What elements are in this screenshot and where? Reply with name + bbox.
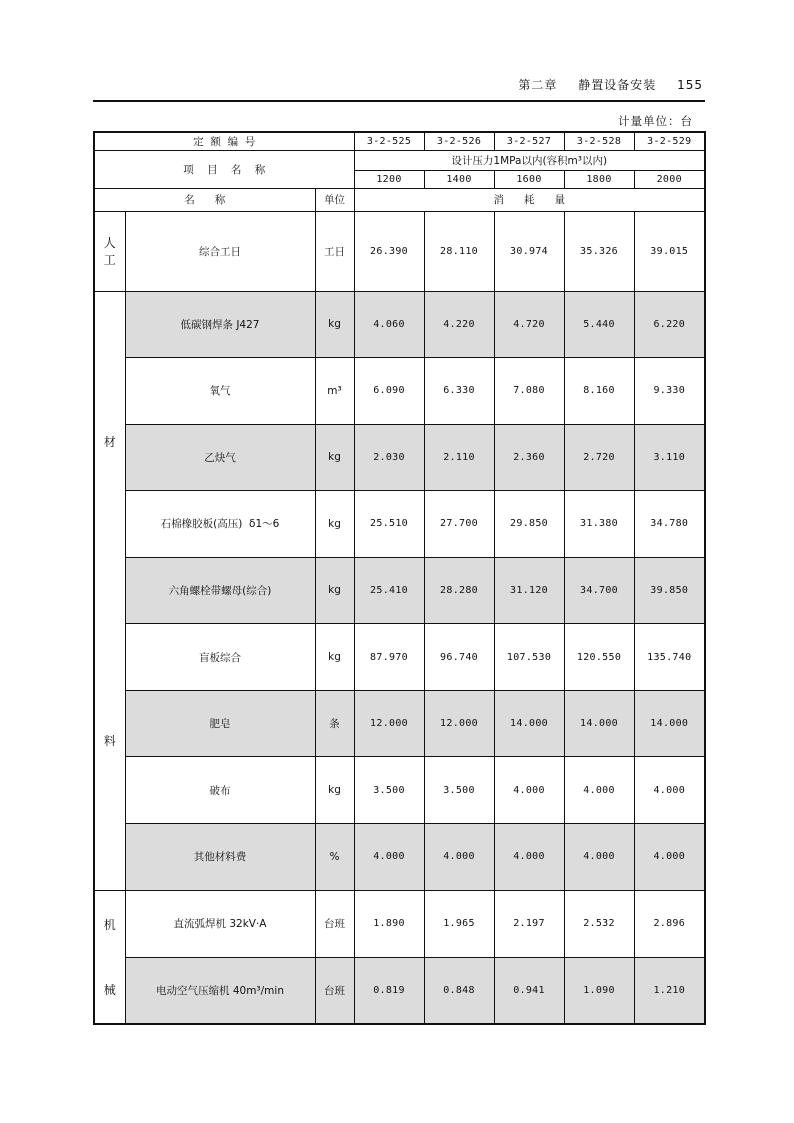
quota-code: 3-2-525 — [354, 132, 424, 150]
category-materials: 材 料 — [94, 291, 125, 890]
value-cell: 4.000 — [494, 824, 564, 890]
value-cell: 2.197 — [494, 890, 564, 957]
value-cell: 4.000 — [494, 757, 564, 824]
value-cell: 4.000 — [564, 824, 634, 890]
value-cell: 3.500 — [424, 757, 494, 824]
value-cell: 27.700 — [424, 490, 494, 557]
value-cell: 29.850 — [494, 490, 564, 557]
capacity-value: 1600 — [494, 170, 564, 188]
table-row — [94, 490, 705, 557]
item-name: 六角螺栓带螺母(综合) — [125, 557, 315, 623]
header-rule — [93, 100, 705, 102]
value-cell: 87.970 — [354, 624, 424, 691]
spec-row — [94, 150, 705, 170]
item-name: 石棉橡胶板(高压) δ1～6 — [125, 490, 315, 557]
value-cell: 31.380 — [564, 490, 634, 557]
value-cell: 0.941 — [494, 957, 564, 1024]
item-unit: kg — [315, 490, 354, 557]
quota-code-row — [94, 132, 705, 150]
table-row — [94, 624, 705, 691]
value-cell: 34.780 — [634, 490, 705, 557]
page-number: 155 — [677, 78, 703, 92]
value-cell: 96.740 — [424, 624, 494, 691]
value-cell: 3.110 — [634, 424, 705, 490]
value-cell: 12.000 — [354, 691, 424, 757]
table-row — [94, 291, 705, 357]
table-row — [94, 211, 705, 291]
item-name: 低碳钢焊条 J427 — [125, 291, 315, 357]
spec-title: 设计压力1MPa以内(容积m³以内) — [354, 150, 705, 170]
value-cell: 1.965 — [424, 890, 494, 957]
value-cell: 28.280 — [424, 557, 494, 623]
value-cell: 14.000 — [634, 691, 705, 757]
item-unit: kg — [315, 757, 354, 824]
value-cell: 4.000 — [564, 757, 634, 824]
table-row — [94, 424, 705, 490]
value-cell: 25.410 — [354, 557, 424, 623]
value-cell: 4.060 — [354, 291, 424, 357]
value-cell: 4.000 — [354, 824, 424, 890]
value-cell: 7.080 — [494, 357, 564, 424]
item-unit: 台班 — [315, 890, 354, 957]
table-row — [94, 890, 705, 957]
consumption-header: 消 耗 量 — [354, 188, 705, 211]
item-name: 直流弧焊机 32kV·A — [125, 890, 315, 957]
capacity-value: 2000 — [634, 170, 705, 188]
name-column-header: 名 称 — [94, 188, 315, 211]
value-cell: 3.500 — [354, 757, 424, 824]
table-row — [94, 557, 705, 623]
table-row — [94, 757, 705, 824]
quota-code: 3-2-529 — [634, 132, 705, 150]
value-cell: 31.120 — [494, 557, 564, 623]
quota-table — [93, 131, 706, 1025]
value-cell: 2.720 — [564, 424, 634, 490]
item-unit: 条 — [315, 691, 354, 757]
value-cell: 4.220 — [424, 291, 494, 357]
table-row — [94, 691, 705, 757]
value-cell: 120.550 — [564, 624, 634, 691]
item-unit: 台班 — [315, 957, 354, 1024]
value-cell: 4.000 — [634, 824, 705, 890]
quota-code: 3-2-528 — [564, 132, 634, 150]
value-cell: 34.700 — [564, 557, 634, 623]
chapter-label: 第二章 — [518, 78, 558, 92]
value-cell: 4.720 — [494, 291, 564, 357]
item-unit: kg — [315, 424, 354, 490]
value-cell: 9.330 — [634, 357, 705, 424]
value-cell: 1.890 — [354, 890, 424, 957]
value-cell: 135.740 — [634, 624, 705, 691]
value-cell: 2.896 — [634, 890, 705, 957]
table-row — [94, 957, 705, 1024]
value-cell: 35.326 — [564, 211, 634, 291]
value-cell: 107.530 — [494, 624, 564, 691]
value-cell: 2.532 — [564, 890, 634, 957]
item-name-label: 项 目 名 称 — [94, 150, 354, 188]
item-name: 氧气 — [125, 357, 315, 424]
item-unit: kg — [315, 291, 354, 357]
quota-code: 3-2-526 — [424, 132, 494, 150]
value-cell: 6.090 — [354, 357, 424, 424]
measurement-unit: 计量单位：台 — [618, 114, 693, 128]
item-name: 乙炔气 — [125, 424, 315, 490]
value-cell: 14.000 — [564, 691, 634, 757]
category-labor: 人 工 — [94, 211, 125, 291]
item-unit: 工日 — [315, 211, 354, 291]
value-cell: 4.000 — [424, 824, 494, 890]
value-cell: 14.000 — [494, 691, 564, 757]
value-cell: 1.090 — [564, 957, 634, 1024]
item-unit: kg — [315, 557, 354, 623]
item-unit: kg — [315, 624, 354, 691]
item-unit: % — [315, 824, 354, 890]
value-cell: 30.974 — [494, 211, 564, 291]
category-machinery: 机 械 — [94, 890, 125, 1024]
value-cell: 2.110 — [424, 424, 494, 490]
table-row — [94, 824, 705, 890]
capacity-value: 1200 — [354, 170, 424, 188]
value-cell: 39.850 — [634, 557, 705, 623]
quota-code: 3-2-527 — [494, 132, 564, 150]
value-cell: 6.220 — [634, 291, 705, 357]
item-name: 电动空气压缩机 40m³/min — [125, 957, 315, 1024]
table-row — [94, 357, 705, 424]
section-title: 静置设备安装 — [578, 78, 657, 92]
value-cell: 1.210 — [634, 957, 705, 1024]
page-header — [93, 76, 703, 90]
value-cell: 39.015 — [634, 211, 705, 291]
capacity-value: 1400 — [424, 170, 494, 188]
item-name: 盲板综合 — [125, 624, 315, 691]
item-name: 破布 — [125, 757, 315, 824]
value-cell: 12.000 — [424, 691, 494, 757]
item-name: 肥皂 — [125, 691, 315, 757]
value-cell: 2.030 — [354, 424, 424, 490]
value-cell: 28.110 — [424, 211, 494, 291]
value-cell: 2.360 — [494, 424, 564, 490]
item-unit: m³ — [315, 357, 354, 424]
value-cell: 0.848 — [424, 957, 494, 1024]
column-header-row — [94, 188, 705, 211]
item-name: 综合工日 — [125, 211, 315, 291]
unit-column-header: 单位 — [315, 188, 354, 211]
value-cell: 26.390 — [354, 211, 424, 291]
value-cell: 5.440 — [564, 291, 634, 357]
value-cell: 4.000 — [634, 757, 705, 824]
item-name: 其他材料费 — [125, 824, 315, 890]
quota-label: 定 额 编 号 — [94, 132, 354, 150]
value-cell: 0.819 — [354, 957, 424, 1024]
value-cell: 25.510 — [354, 490, 424, 557]
value-cell: 6.330 — [424, 357, 494, 424]
capacity-value: 1800 — [564, 170, 634, 188]
value-cell: 8.160 — [564, 357, 634, 424]
